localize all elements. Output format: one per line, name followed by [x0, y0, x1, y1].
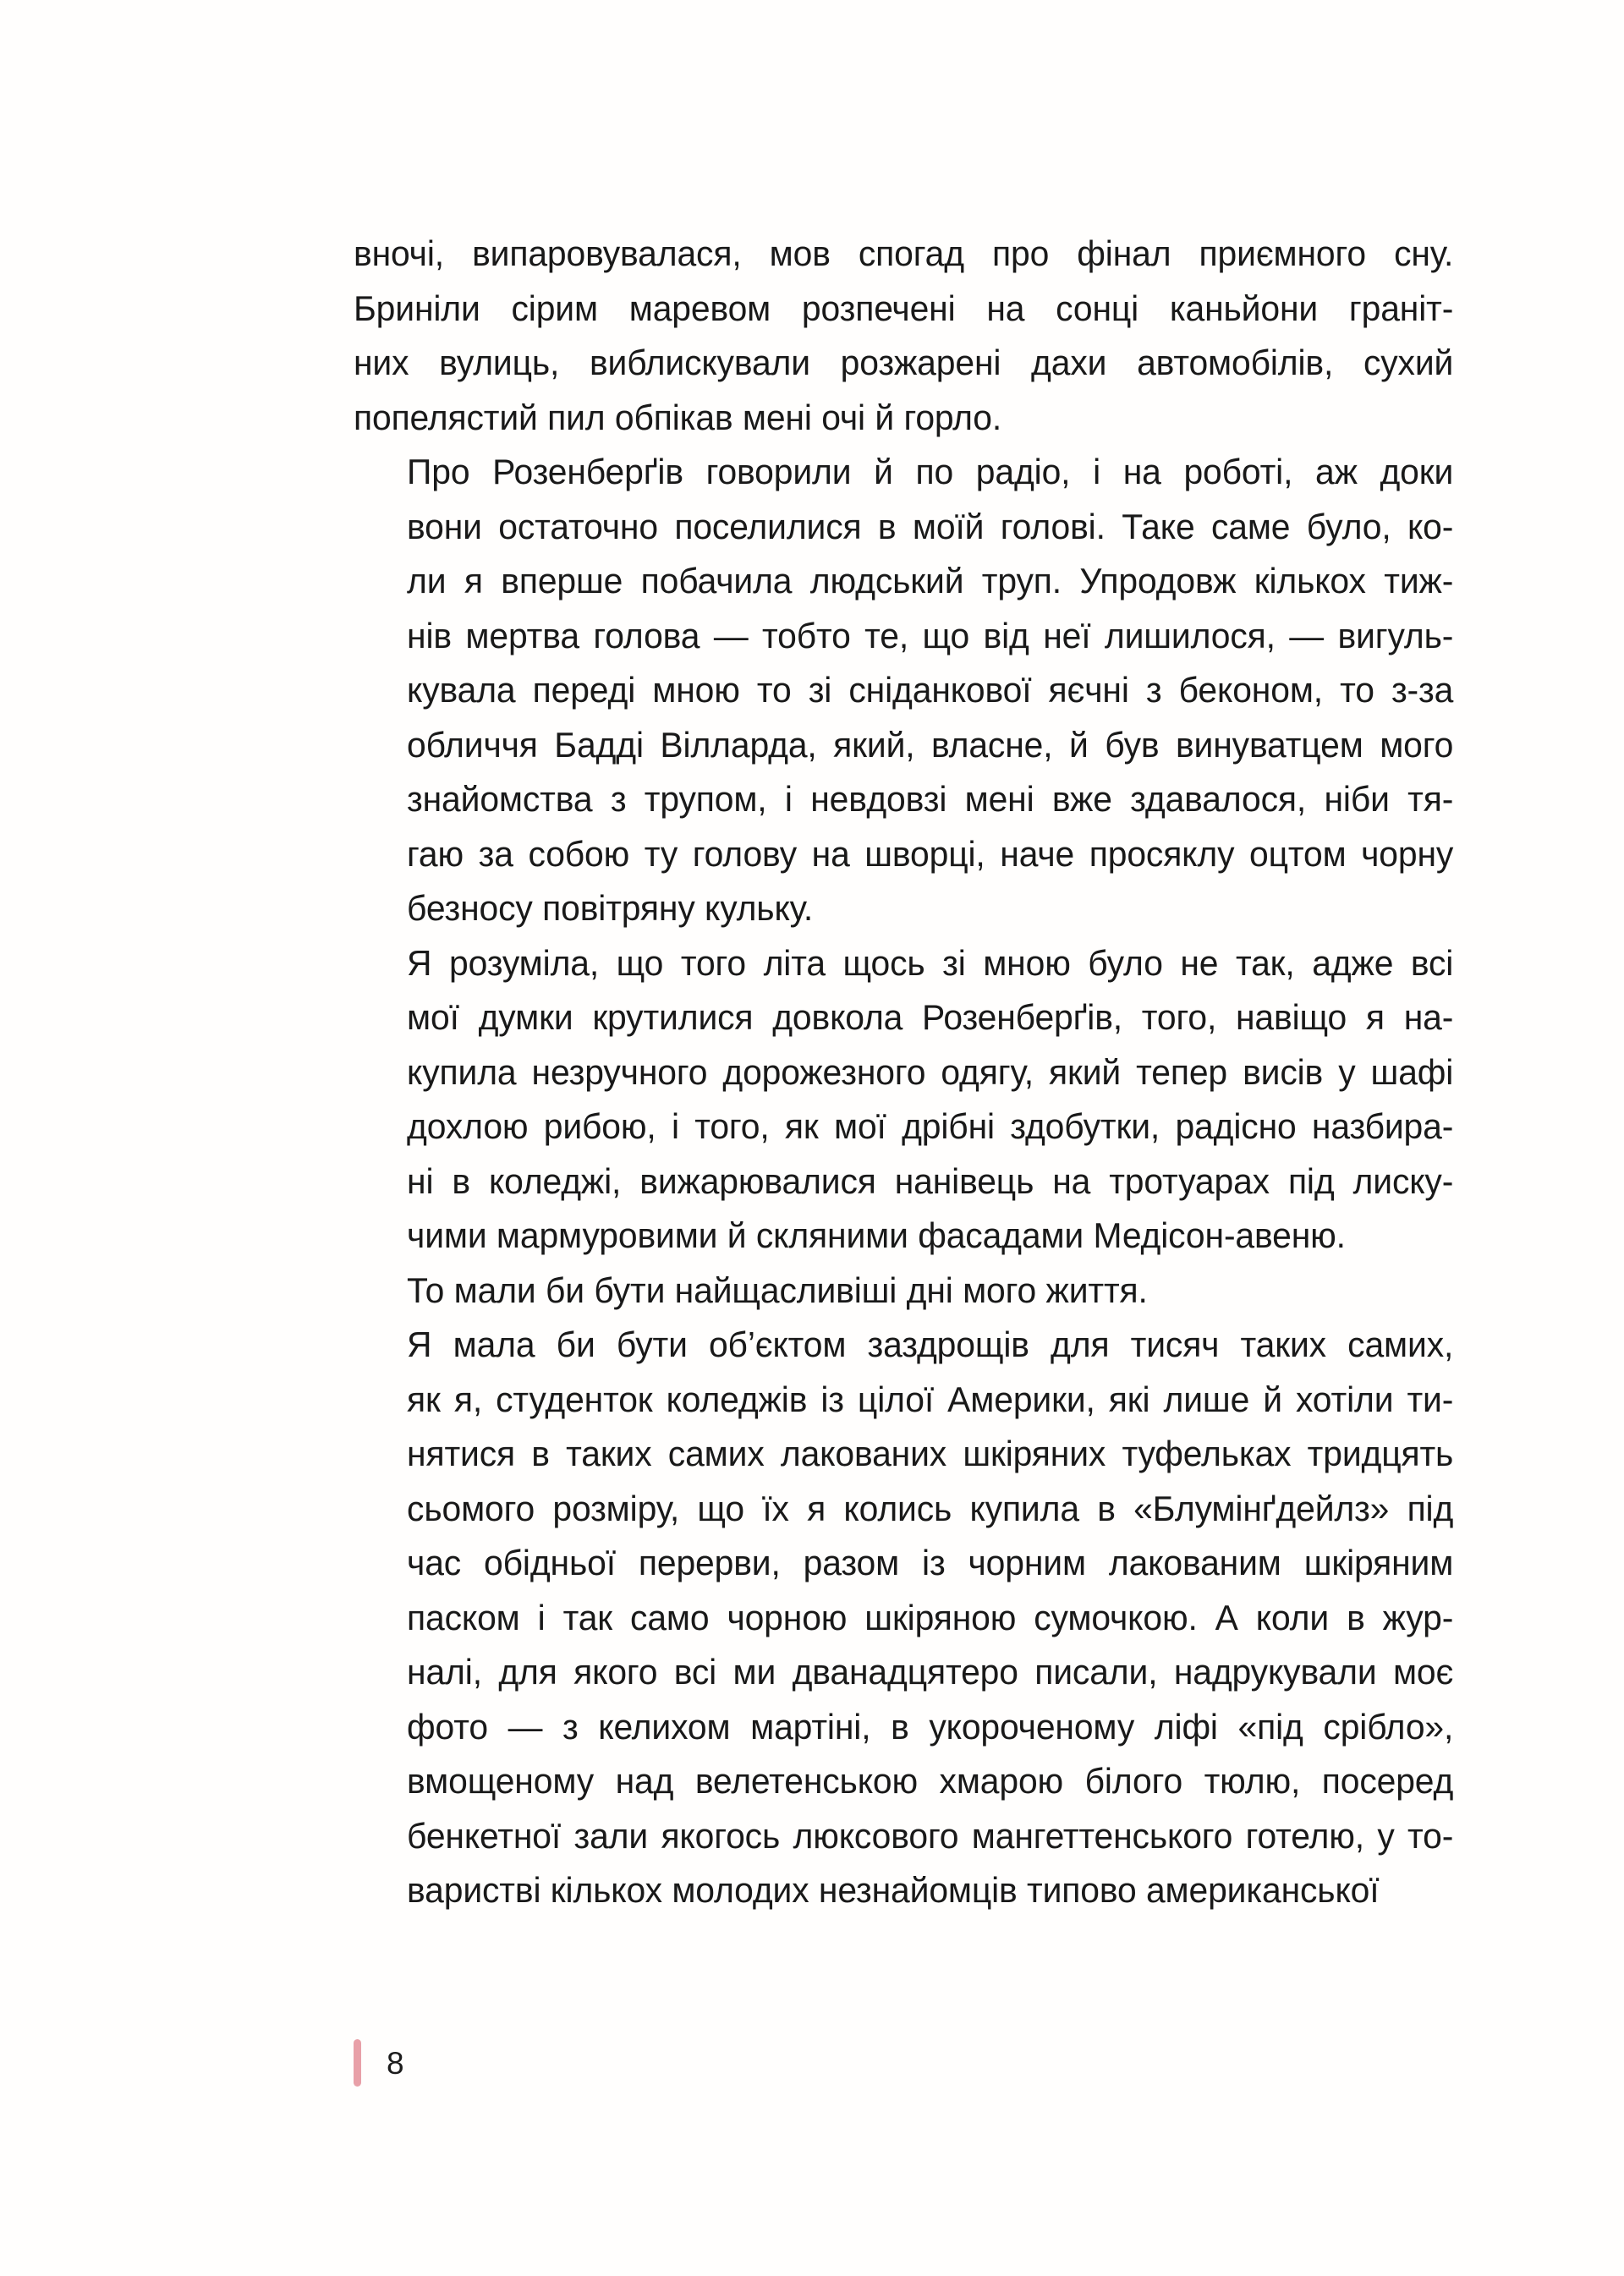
- text-line: Бриніли сірим маревом розпечені на сонці каньйони граніт-: [354, 288, 1454, 328]
- text-line: безносу повітряну кульку.: [407, 888, 814, 928]
- page-footer: [354, 2036, 404, 2090]
- body-text-column: [354, 227, 1470, 1918]
- text-line: нятися в таких самих лакованих шкіряних туфельках тридцять: [407, 1434, 1454, 1473]
- text-line: попелястий пил обпікав мені очі й горло.: [354, 397, 1002, 437]
- text-line: мої думки крутилися довкола Розенберґів, того, навіщо я на-: [407, 997, 1454, 1037]
- text-line: знайомства з трупом, і невдовзі мені вже здавалося, ніби тя-: [407, 779, 1454, 819]
- text-line: вночі, випаровувалася, мов спогад про фінал приємного сну.: [354, 233, 1454, 273]
- text-line: гаю за собою ту голову на шворці, наче просяклу оцтом чорну: [407, 833, 1454, 874]
- text-line: обличчя Бадді Вілларда, який, власне, й був винуватцем мого: [407, 724, 1454, 765]
- text-line: вмощеному над велетенською хмарою білого тюлю, посеред: [407, 1761, 1454, 1801]
- text-line: кувала переді мною то зі сніданкової яєчні з беконом, то з-за: [407, 670, 1454, 710]
- text-line: купила незручного дорожезного одягу, який тепер висів у шафі: [407, 1051, 1454, 1092]
- text-line: час обідньої перерви, разом із чорним лакованим шкіряним: [407, 1543, 1454, 1582]
- page-number: 8: [387, 2045, 404, 2081]
- text-line: ли я вперше побачила людський труп. Упродовж кількох тиж-: [407, 561, 1454, 601]
- text-line: фото — з келихом мартіні, в укороченому ліфі «під срібло»,: [407, 1706, 1454, 1747]
- text-line: чими мармуровими й скляними фасадами Медісон-авеню.: [407, 1215, 1346, 1255]
- text-line: ні в коледжі, вижарювалися нанівець на тротуарах під лиску-: [407, 1160, 1454, 1201]
- text-line: сьомого розміру, що їх я колись купила в «Блумінґдейлз» під: [407, 1488, 1454, 1528]
- text-line: Про Розенберґів говорили й по радіо, і на роботі, аж доки: [407, 452, 1454, 491]
- text-line: Я розуміла, що того літа щось зі мною було не так, адже всі: [407, 942, 1454, 983]
- paragraph: [354, 936, 1453, 1264]
- text-line: варистві кількох молодих незнайомців типово американської: [407, 1870, 1380, 1910]
- paragraph: [354, 1264, 1453, 1319]
- text-line: бенкетної зали якогось люксового мангеттенського готелю, у то-: [407, 1815, 1454, 1856]
- paragraph: [354, 1318, 1453, 1918]
- text-line: вони остаточно поселилися в моїй голові. Таке саме було, ко-: [407, 506, 1454, 546]
- text-line: як я, студенток коледжів із цілої Америки, які лише й хотіли ти-: [407, 1379, 1454, 1419]
- page-marker-bar: [354, 2039, 361, 2087]
- paragraph: [354, 227, 1453, 445]
- text-line: них вулиць, виблискували розжарені дахи автомобілів, сухий: [354, 343, 1454, 382]
- text-line: нів мертва голова — тобто те, що від неї лишилося, — вигуль-: [407, 615, 1454, 655]
- text-line: Я мала би бути об’єктом заздрощів для тисяч таких самих,: [407, 1324, 1454, 1364]
- paragraph: [354, 445, 1453, 936]
- text-line: дохлою рибою, і того, як мої дрібні здобутки, радісно назбира-: [407, 1106, 1454, 1146]
- text-line: паском і так само чорною шкіряною сумочкою. А коли в жур-: [407, 1597, 1454, 1637]
- text-line: То мали би бути найщасливіші дні мого життя.: [407, 1270, 1148, 1310]
- text-line: налі, для якого всі ми дванадцятеро писали, надрукували моє: [407, 1652, 1454, 1692]
